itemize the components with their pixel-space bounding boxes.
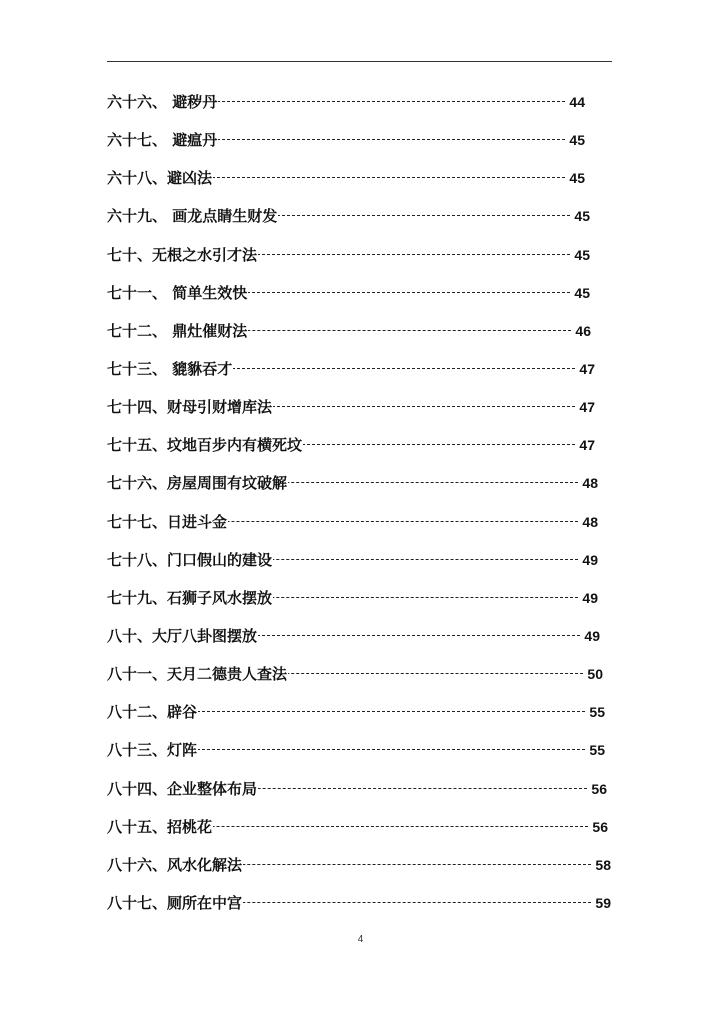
- toc-entry-page: 45: [574, 284, 590, 301]
- toc-entry[interactable]: [107, 775, 607, 813]
- toc-entry-page: 44: [569, 94, 585, 110]
- toc-entry-title: 七十六、房屋周围有坟破解: [107, 469, 288, 497]
- toc-entry[interactable]: [107, 393, 607, 431]
- toc-entry[interactable]: [107, 660, 607, 698]
- toc-entry-page: 55: [589, 742, 605, 759]
- toc-entry-title: 六十六、 避秽丹: [107, 88, 218, 116]
- toc-entry[interactable]: [107, 698, 607, 736]
- toc-entry-page: 49: [582, 551, 598, 568]
- toc-entry-page: 45: [569, 132, 585, 149]
- toc-entry-title: 七十四、财母引财增库法: [107, 393, 273, 421]
- toc-entry-title: 六十七、 避瘟丹: [107, 126, 218, 154]
- toc-entry-page: 58: [595, 856, 611, 873]
- toc-entry-title: 八十、大厅八卦图摆放: [107, 622, 258, 650]
- toc-entry-page: 56: [591, 780, 607, 797]
- toc-entry-page: 56: [592, 818, 608, 835]
- toc-entry[interactable]: [107, 622, 607, 660]
- toc-entry[interactable]: [107, 431, 607, 469]
- toc-entry-page: 48: [582, 513, 598, 530]
- toc-entry-title: 八十七、厕所在中宫: [107, 889, 243, 917]
- toc-entry-title: 七十二、 鼎灶催财法: [107, 317, 248, 345]
- toc-entry-page: 46: [575, 322, 591, 339]
- toc-entry[interactable]: [107, 202, 607, 240]
- toc-entry-title: 七十、无根之水引才法: [107, 241, 258, 269]
- header-rule: [107, 61, 612, 62]
- toc-entry-title: 八十四、企业整体布局: [107, 775, 258, 803]
- toc-entry[interactable]: [107, 317, 607, 355]
- toc-entry[interactable]: [107, 279, 607, 317]
- toc-entry[interactable]: [107, 126, 607, 164]
- toc-entry-page: 59: [595, 894, 611, 911]
- toc-entry-title: 七十三、 貔貅吞才: [107, 355, 233, 383]
- toc-entry-title: 七十八、门口假山的建设: [107, 546, 273, 574]
- toc-entry[interactable]: [107, 889, 611, 927]
- toc-entry-page: 47: [579, 437, 595, 454]
- toc-entry-title: 八十六、风水化解法: [107, 851, 243, 879]
- toc-entry-page: 50: [587, 666, 603, 683]
- toc-entry-page: 49: [582, 589, 598, 606]
- toc-entry[interactable]: [107, 584, 607, 622]
- table-of-contents: [107, 88, 611, 927]
- page-number: 4: [357, 934, 364, 945]
- toc-entry-title: 八十三、灯阵: [107, 736, 198, 764]
- toc-entry-title: 七十五、坟地百步内有横死坟: [107, 431, 303, 459]
- toc-entry-page: 45: [569, 170, 585, 187]
- toc-entry-title: 六十八、避凶法: [107, 164, 213, 192]
- toc-entry[interactable]: [107, 813, 607, 851]
- toc-entry-page: 55: [589, 704, 605, 721]
- toc-entry-title: 七十七、日进斗金: [107, 508, 228, 536]
- toc-entry[interactable]: [107, 241, 607, 279]
- toc-entry-page: 48: [582, 475, 598, 492]
- toc-entry-page: 47: [579, 399, 595, 416]
- toc-entry-page: 45: [574, 208, 590, 225]
- toc-entry[interactable]: [107, 851, 611, 889]
- toc-entry[interactable]: [107, 88, 607, 126]
- toc-entry[interactable]: [107, 355, 607, 393]
- toc-entry[interactable]: [107, 508, 607, 546]
- toc-entry-title: 八十一、天月二德贵人查法: [107, 660, 288, 688]
- toc-entry[interactable]: [107, 546, 607, 584]
- toc-entry[interactable]: [107, 736, 607, 774]
- toc-entry-page: 45: [574, 246, 590, 263]
- toc-entry[interactable]: [107, 164, 607, 202]
- toc-entry-page: 49: [584, 627, 600, 644]
- toc-entry-title: 八十二、辟谷: [107, 698, 198, 726]
- toc-entry-title: 八十五、招桃花: [107, 813, 213, 841]
- toc-entry-title: 七十九、石狮子风水摆放: [107, 584, 273, 612]
- toc-entry[interactable]: [107, 469, 607, 507]
- toc-entry-page: 47: [579, 360, 595, 377]
- toc-entry-title: 七十一、 简单生效快: [107, 279, 248, 307]
- toc-entry-title: 六十九、 画龙点睛生财发: [107, 202, 278, 230]
